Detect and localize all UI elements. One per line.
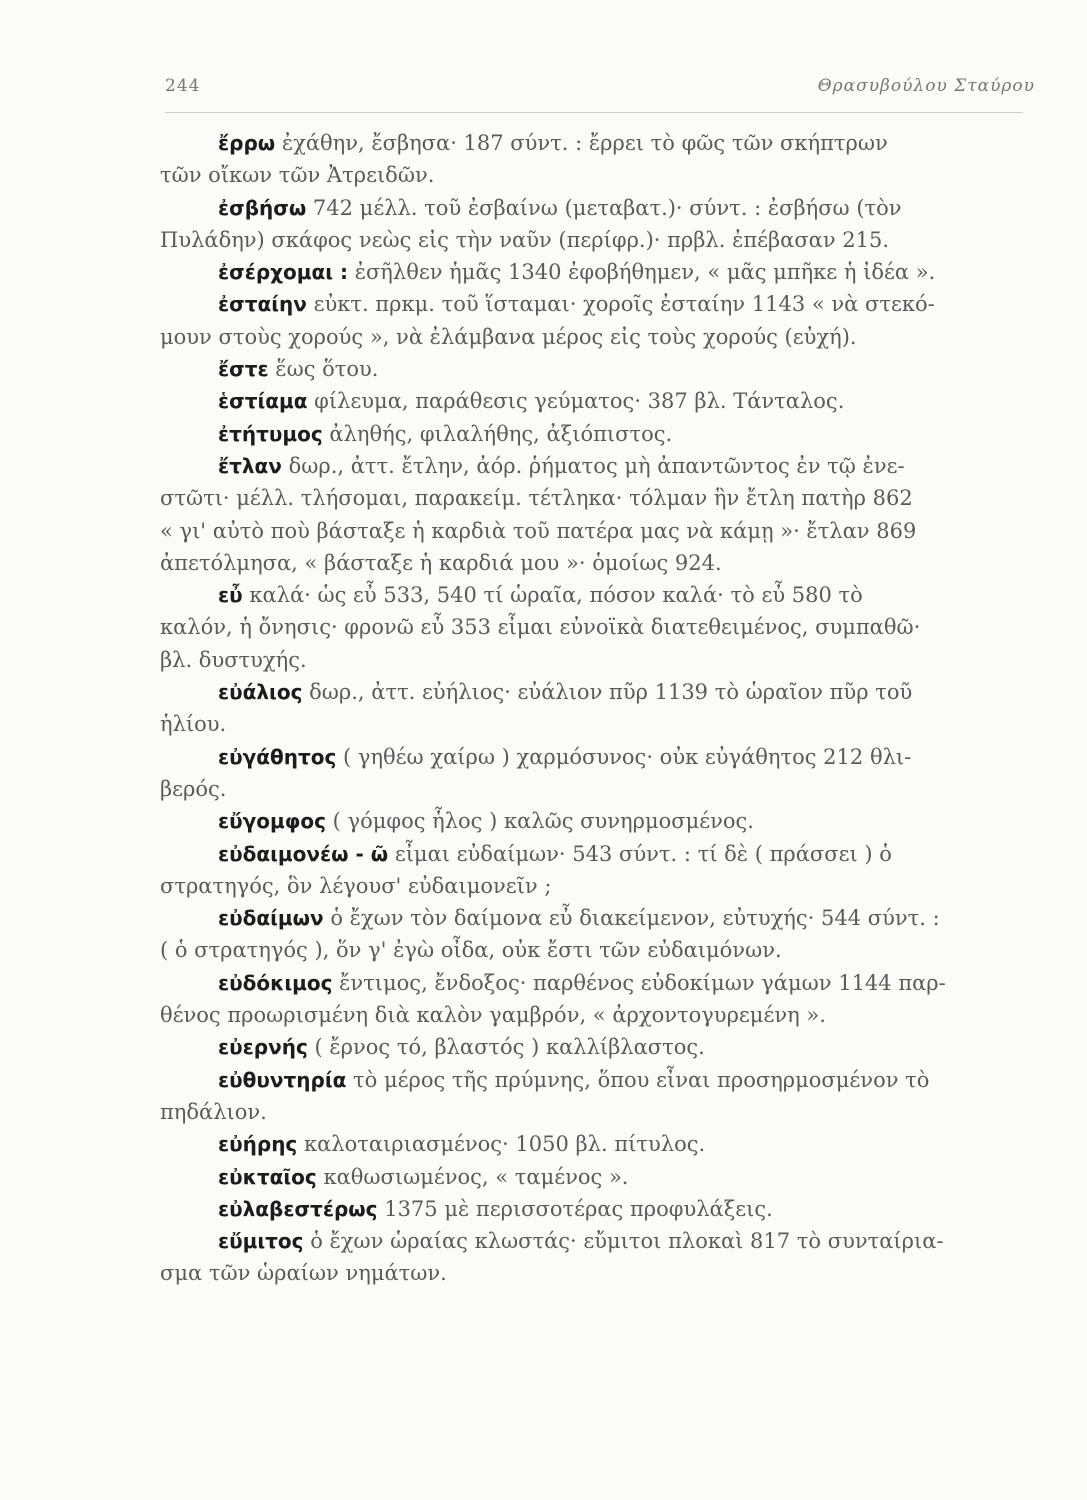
entry-headword: εὐλαβεστέρως — [218, 1196, 378, 1221]
dictionary-entry — [160, 288, 992, 353]
entry-line — [160, 838, 992, 870]
dictionary-entry — [160, 450, 992, 579]
entry-continuation-line: ἀπετόλμησα, « βάσταξε ἡ καρδιά μου »· ὁμοίως 924. — [160, 550, 722, 575]
page-header — [165, 68, 1035, 96]
entry-line — [160, 805, 992, 837]
dictionary-entry — [160, 256, 992, 288]
entry-line — [160, 256, 992, 288]
running-title: Θρασυβούλου Σταύρου — [817, 76, 1035, 96]
entry-headword: ἑστίαμα — [218, 389, 308, 414]
entry-continuation-line: σμα τῶν ὡραίων νημάτων. — [160, 1261, 447, 1286]
entry-continuation-line: βλ. δυστυχής. — [160, 647, 307, 672]
entry-definition: εὐκτ. πρκμ. τοῦ ἵσταμαι· χοροῖς ἐσταίην 1143 « νὰ στεκό- — [313, 292, 935, 317]
dictionary-entry — [160, 1225, 992, 1290]
entry-continuation-line: τῶν οἴκων τῶν Ἀτρειδῶν. — [160, 163, 435, 188]
dictionary-entry — [160, 1128, 992, 1160]
dictionary-entry — [160, 1064, 992, 1129]
entry-headword: ἔστε — [218, 357, 269, 382]
entry-line — [160, 192, 992, 224]
entry-line — [160, 579, 992, 611]
entry-line — [160, 1193, 992, 1225]
dictionary-entry — [160, 579, 992, 676]
entry-headword: ἐσέρχομαι : — [218, 260, 349, 285]
entry-continuation-line: ( ὁ στρατηγός ), ὅν γ' ἐγὼ οἶδα, οὐκ ἔστι τῶν εὐδαιμόνων. — [160, 938, 782, 963]
entry-definition: φίλευμα, παράθεσις γεύματος· 387 βλ. Τάνταλος. — [314, 389, 845, 414]
dictionary-entry — [160, 127, 992, 192]
entry-headword: εὔγομφος — [218, 809, 326, 834]
entry-continuation-line: στῶτι· μέλλ. τλήσομαι, παρακείμ. τέτληκα· τόλμαν ἣν ἔτλη πατὴρ 862 — [160, 486, 913, 511]
entry-headword: ἐσταίην — [218, 292, 307, 317]
dictionary-entry — [160, 676, 992, 741]
entry-headword: εὐδαίμων — [218, 906, 324, 931]
entry-definition: δωρ., ἀττ. ἔτλην, ἀόρ. ῥήματος μὴ ἀπαντῶντος ἐν τῷ ἐνε- — [288, 453, 905, 478]
entry-headword: εὔμιτος — [218, 1229, 304, 1254]
entry-continuation-line: βερός. — [160, 776, 227, 801]
entry-line — [160, 127, 992, 159]
entry-continuation-line: πηδάλιον. — [160, 1099, 267, 1124]
entry-line — [160, 450, 992, 482]
entry-definition: καθωσιωμένος, « ταμένος ». — [323, 1164, 629, 1189]
entry-continuation-line: καλόν, ἡ ὄνησις· φρονῶ εὖ 353 εἶμαι εὐνοϊκὰ διατεθειμένος, συμπαθῶ· — [160, 615, 921, 640]
dictionary-entry — [160, 353, 992, 385]
entry-definition: ὁ ἔχων τὸν δαίμονα εὖ διακείμενον, εὐτυχής· 544 σύντ. : — [330, 906, 940, 931]
entry-continuation-line: Πυλάδην) σκάφος νεὼς εἰς τὴν ναῦν (περίφρ.)· πρβλ. ἐπέβασαν 215. — [160, 227, 890, 252]
entry-definition: 1375 μὲ περισσοτέρας προφυλάξεις. — [384, 1196, 773, 1221]
entry-headword: εὐδόκιμος — [218, 970, 333, 995]
entry-definition: ἀληθής, φιλαλήθης, ἀξιόπιστος. — [329, 421, 673, 446]
entry-definition: καλά· ὡς εὖ 533, 540 τί ὡραῖα, πόσον καλά· τὸ εὖ 580 τὸ — [249, 583, 863, 608]
entry-headword: ἐσβήσω — [218, 195, 307, 220]
dictionary-entry — [160, 1193, 992, 1225]
entry-definition: τὸ μέρος τῆς πρύμνης, ὅπου εἶναι προσηρμοσμένον τὸ — [353, 1067, 930, 1092]
entry-line — [160, 418, 992, 450]
entry-headword: ἔτλαν — [218, 453, 282, 478]
entry-line — [160, 1031, 992, 1063]
entry-continuation-line: μουν στοὺς χορούς », νὰ ἐλάμβανα μέρος εἰς τοὺς χορούς (εὐχή). — [160, 324, 857, 349]
entry-line — [160, 1128, 992, 1160]
dictionary-entry — [160, 418, 992, 450]
entry-definition: ( γηθέω χαίρω ) χαρμόσυνος· οὐκ εὐγάθητος 212 θλι- — [343, 744, 912, 769]
entry-headword: εὐθυντηρία — [218, 1067, 347, 1092]
entry-continuation-line: θένος προωρισμένη διὰ καλὸν γαμβρόν, « ἀρχοντογυρεμένη ». — [160, 1003, 826, 1028]
entry-list — [160, 127, 992, 1290]
entry-line — [160, 902, 992, 934]
entry-line — [160, 353, 992, 385]
entry-headword: εὖ — [218, 583, 243, 608]
entry-line — [160, 385, 992, 417]
entry-headword: εὐδαιμονέω - ῶ — [218, 841, 389, 866]
entry-line — [160, 1225, 992, 1257]
entry-headword: εὐερνής — [218, 1035, 308, 1060]
entry-line — [160, 1161, 992, 1193]
entry-definition: ( ἔρνος τό, βλαστός ) καλλίβλαστος. — [314, 1035, 705, 1060]
dictionary-entry — [160, 967, 992, 1032]
dictionary-entry — [160, 1161, 992, 1193]
entry-definition: ( γόμφος ἧλος ) καλῶς συνηρμοσμένος. — [332, 809, 754, 834]
entry-definition: ὁ ἔχων ὡραίας κλωστάς· εὔμιτοι πλοκαὶ 817 τὸ συνταίρια- — [310, 1229, 944, 1254]
entry-definition: ἐσῆλθεν ἡμᾶς 1340 ἐφοβήθημεν, « μᾶς μπῆκε ἡ ἰδέα ». — [354, 260, 936, 285]
dictionary-entry — [160, 741, 992, 806]
dictionary-entry — [160, 838, 992, 903]
entry-line — [160, 967, 992, 999]
entry-definition: καλοταιριασμένος· 1050 βλ. πίτυλος. — [303, 1132, 706, 1157]
entry-continuation-line: στρατηγός, ὃν λέγουσ' εὐδαιμονεῖν ; — [160, 873, 552, 898]
entry-line — [160, 676, 992, 708]
entry-headword: εὐγάθητος — [218, 744, 337, 769]
entry-headword: εὐάλιος — [218, 680, 303, 705]
entry-line — [160, 741, 992, 773]
entry-line — [160, 288, 992, 320]
entry-line — [160, 1064, 992, 1096]
entry-definition: ἕως ὅτου. — [275, 357, 379, 382]
entry-definition: 742 μέλλ. τοῦ ἐσβαίνω (μεταβατ.)· σύντ. : ἐσβήσω (τὸν — [312, 195, 902, 220]
header-rule — [165, 112, 1023, 113]
page-number: 244 — [165, 76, 201, 96]
dictionary-entry — [160, 902, 992, 967]
entry-headword: εὐκταῖος — [218, 1164, 317, 1189]
entry-definition: ἐχάθην, ἔσβησα· 187 σύντ. : ἔρρει τὸ φῶς τῶν σκήπτρων — [281, 131, 888, 155]
dictionary-entry — [160, 385, 992, 417]
entry-headword: ἐτήτυμος — [218, 421, 323, 446]
entry-definition: δωρ., ἀττ. εὐήλιος· εὐάλιον πῦρ 1139 τὸ ὡραῖον πῦρ τοῦ — [309, 680, 913, 705]
dictionary-entry — [160, 805, 992, 837]
entry-definition: εἶμαι εὐδαίμων· 543 σύντ. : τί δὲ ( πράσσει ) ὁ — [394, 841, 892, 866]
entry-definition: ἔντιμος, ἔνδοξος· παρθένος εὐδοκίμων γάμων 1144 παρ- — [339, 970, 946, 995]
entry-continuation-line: « γι' αὐτὸ ποὺ βάσταξε ἡ καρδιὰ τοῦ πατέρα μας νὰ κάμῃ »· ἔτλαν 869 — [160, 518, 917, 543]
entry-headword: ἔρρω — [218, 131, 276, 155]
dictionary-entry — [160, 192, 992, 257]
entry-continuation-line: ἡλίου. — [160, 712, 227, 737]
entry-headword: εὐήρης — [218, 1132, 298, 1157]
dictionary-entry — [160, 1031, 992, 1063]
